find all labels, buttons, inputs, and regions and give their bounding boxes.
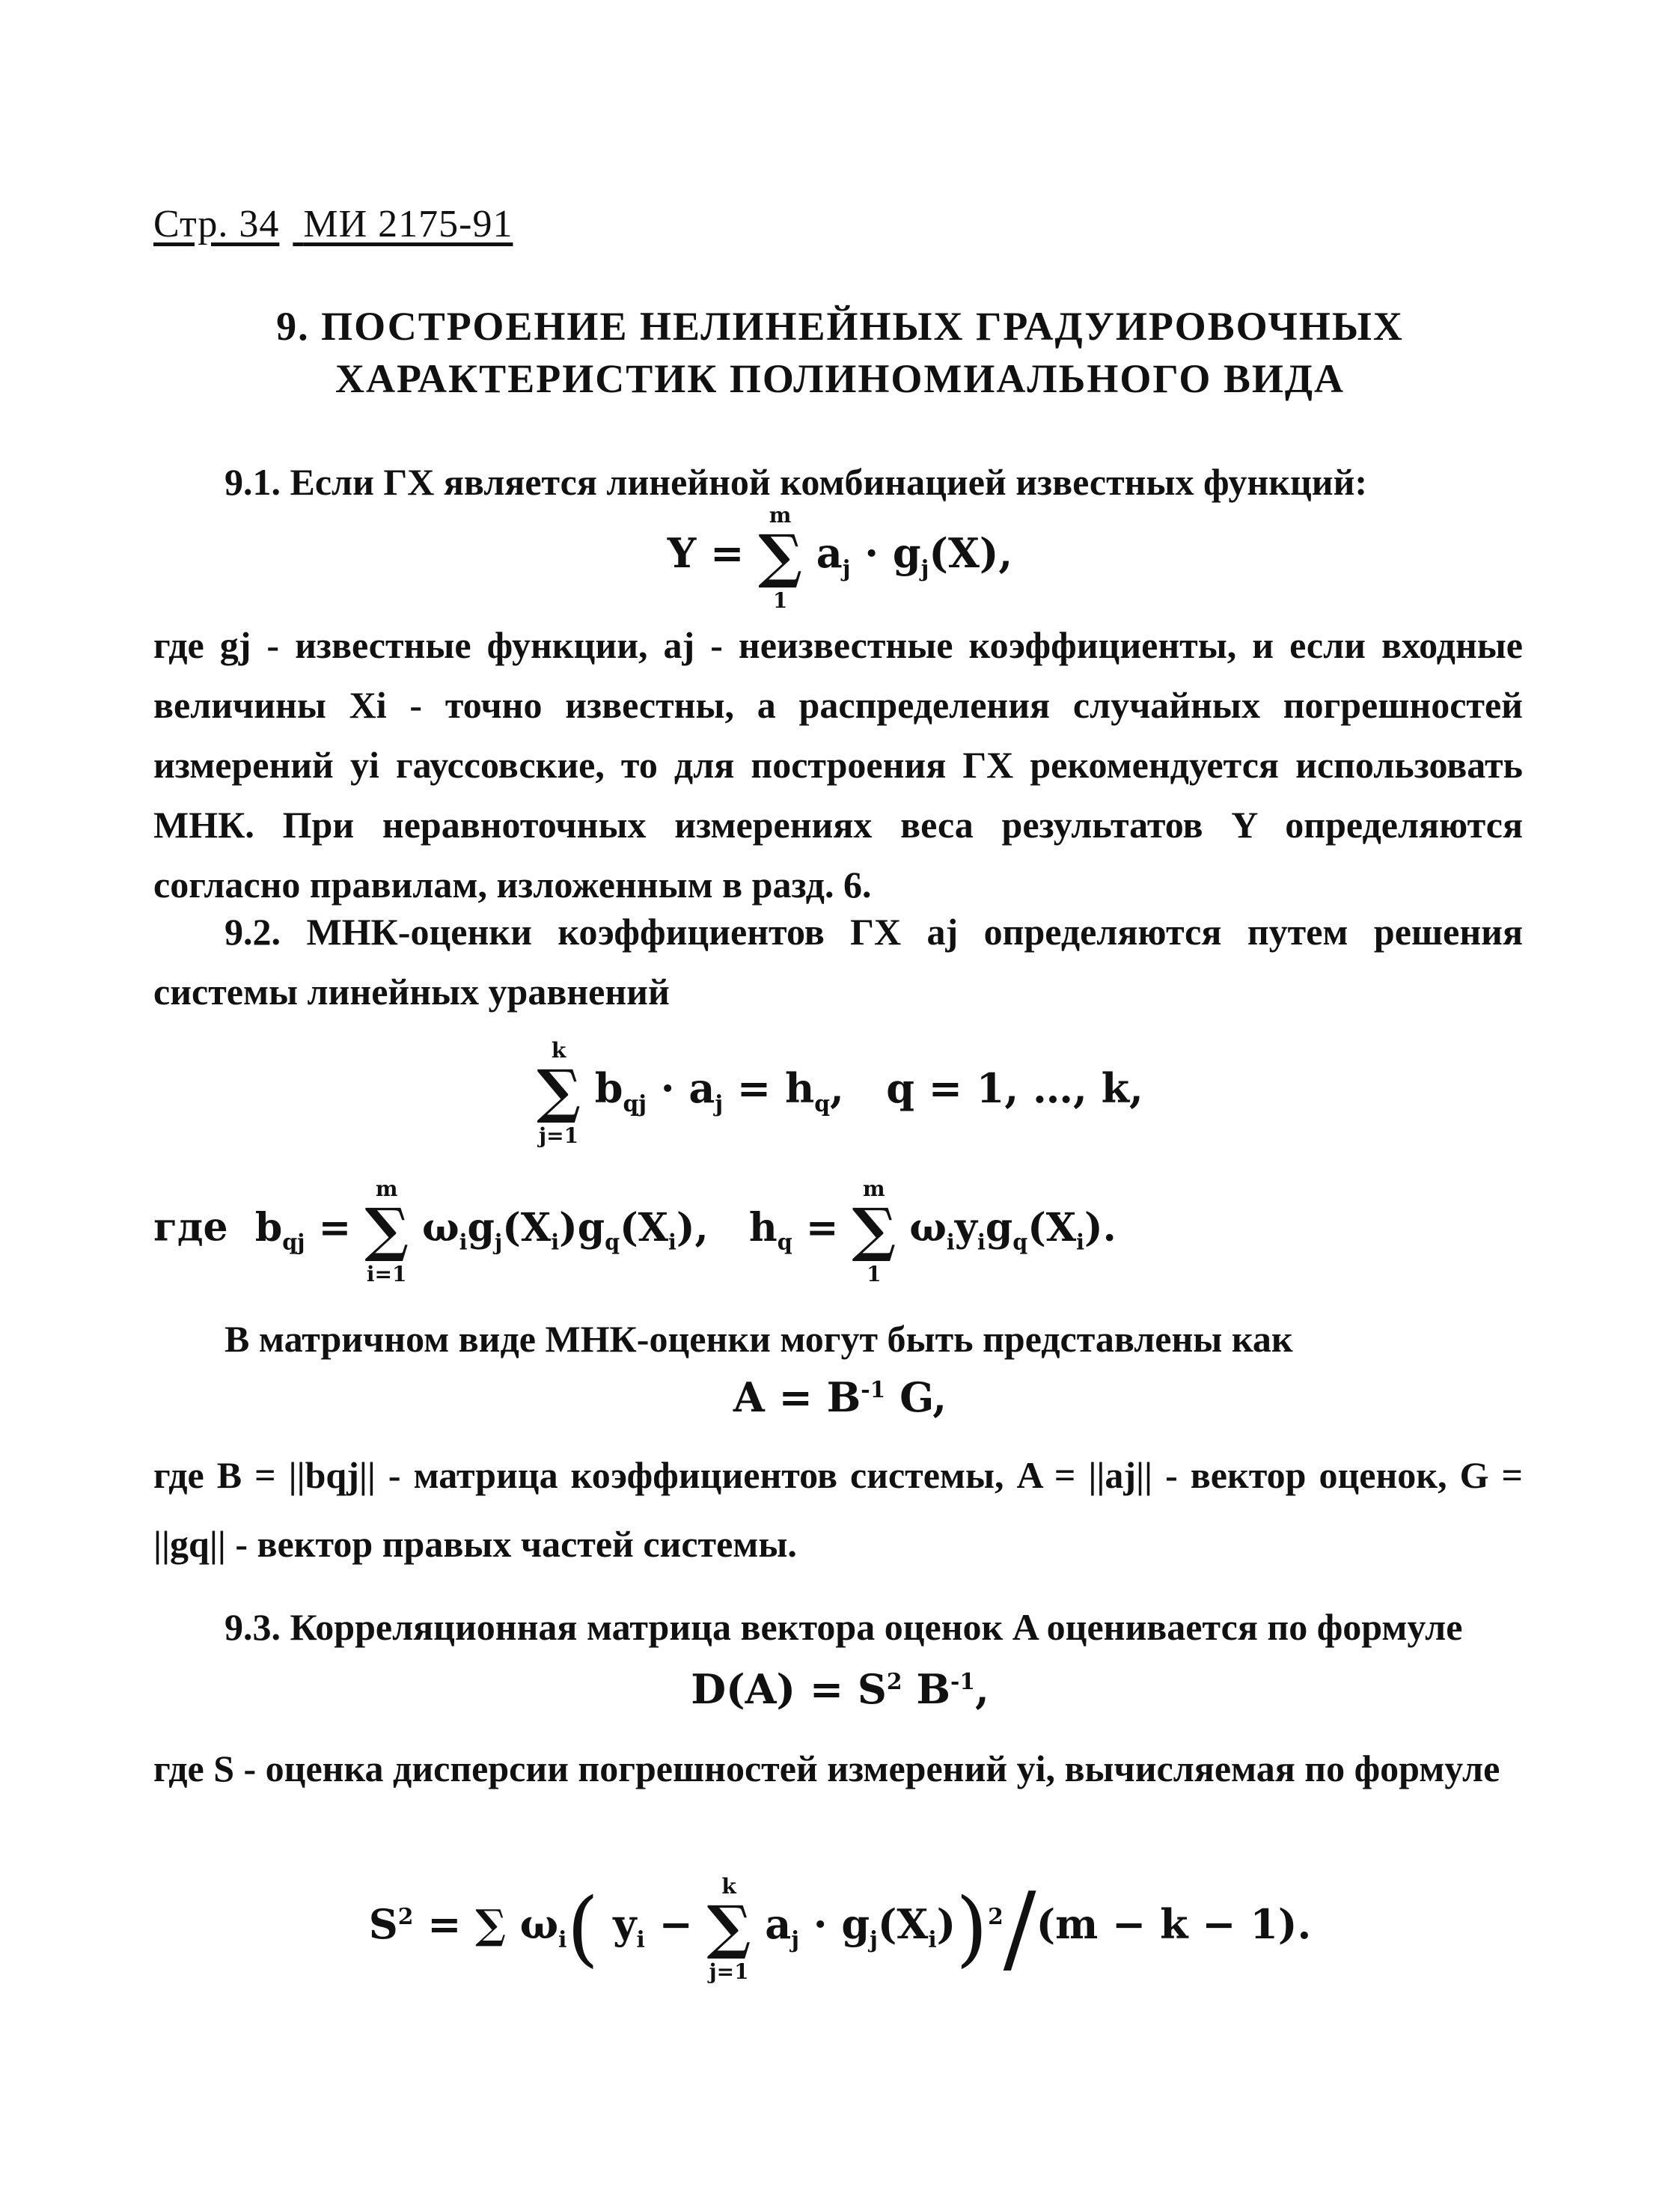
paragraph-9-1-body: где gj - известные функции, aj - неизвестные коэффициенты, и если входные величины Xi - точно известны, а распределения случайных погрешностей измерений yi гауссовские, то для построения ГХ рекомендуется использовать МНК. При неравноточных измерениях веса результатов Y определяются согласно правилам, изложенным в разд. 6.	[153, 624, 1523, 906]
formula-correlation-matrix: $D(A) = S^2$ $B^{-1}$,	[691, 1665, 989, 1713]
sum-symbol: ∑ m 1	[852, 1176, 896, 1286]
formula-coefficients-definition: где $b_{qj}$ = ∑ m i=1 $\omega_ig_j(X_i)g_q(X_i)$, $h_q$ = ∑ m 1 $\omega_iy_ig_q(X_i)$.	[153, 1176, 1117, 1286]
formula-matrix-estimate: $A = B^{-1}$ G,	[733, 1373, 947, 1421]
section-title-line-1: 9. ПОСТРОЕНИЕ НЕЛИНЕЙНЫХ ГРАДУИРОВОЧНЫХ	[276, 304, 1404, 349]
sum-symbol: ∑ k j=1	[537, 1038, 581, 1148]
page-number: Стр. 34	[153, 203, 280, 245]
paragraph-9-3-intro: 9.3. Корреляционная матрица вектора оценок A оценивается по формуле	[224, 1606, 1463, 1648]
paragraph-9-2-intro: 9.2. МНК-оценки коэффициентов ГХ aj определяются путем решения системы линейных уравнений	[153, 911, 1523, 1013]
sum-symbol: ∑ m 1	[758, 503, 802, 613]
paragraph-9-2-matrix-where: где B = ||bqj|| - матрица коэффициентов системы, A = ||aj|| - вектор оценок, G = ||gq|| - вектор правых частей системы.	[153, 1454, 1523, 1565]
paragraph-9-3-where: где S - оценка дисперсии погрешностей измерений yi, вычисляемая по формуле	[153, 1747, 1500, 1789]
paragraph-9-2-matrix-intro: В матричном виде МНК-оценки могут быть представлены как	[224, 1318, 1293, 1360]
formula-1-lhs: Y =	[667, 529, 759, 578]
sum-symbol: ∑ m i=1	[364, 1176, 409, 1286]
section-title-line-2: ХАРАКТЕРИСТИК ПОЛИНОМИАЛЬНОГО ВИДА	[335, 356, 1345, 401]
formula-dispersion-estimate: $S^2$ = ∑ $\omega_i$( $y_i$ − ∑ k j=1 $a_j \cdot g_j(X_i))^2/(m - k - 1)$.	[368, 1871, 1312, 1985]
formula-gh-linear-combination: Y = ∑ m 1 $a_j \cdot g_j(X)$,	[667, 503, 1013, 613]
sum-symbol: ∑ k j=1	[706, 1874, 751, 1984]
page-header	[153, 202, 526, 246]
document-code: МИ 2175-91	[303, 203, 513, 245]
formula-normal-equations: ∑ k j=1 $b_{qj} \cdot a_j = h_q$, q = 1, …, k,	[537, 1038, 1143, 1148]
paragraph-9-1-intro: 9.1. Если ГХ является линейной комбинацией известных функций:	[224, 461, 1368, 503]
